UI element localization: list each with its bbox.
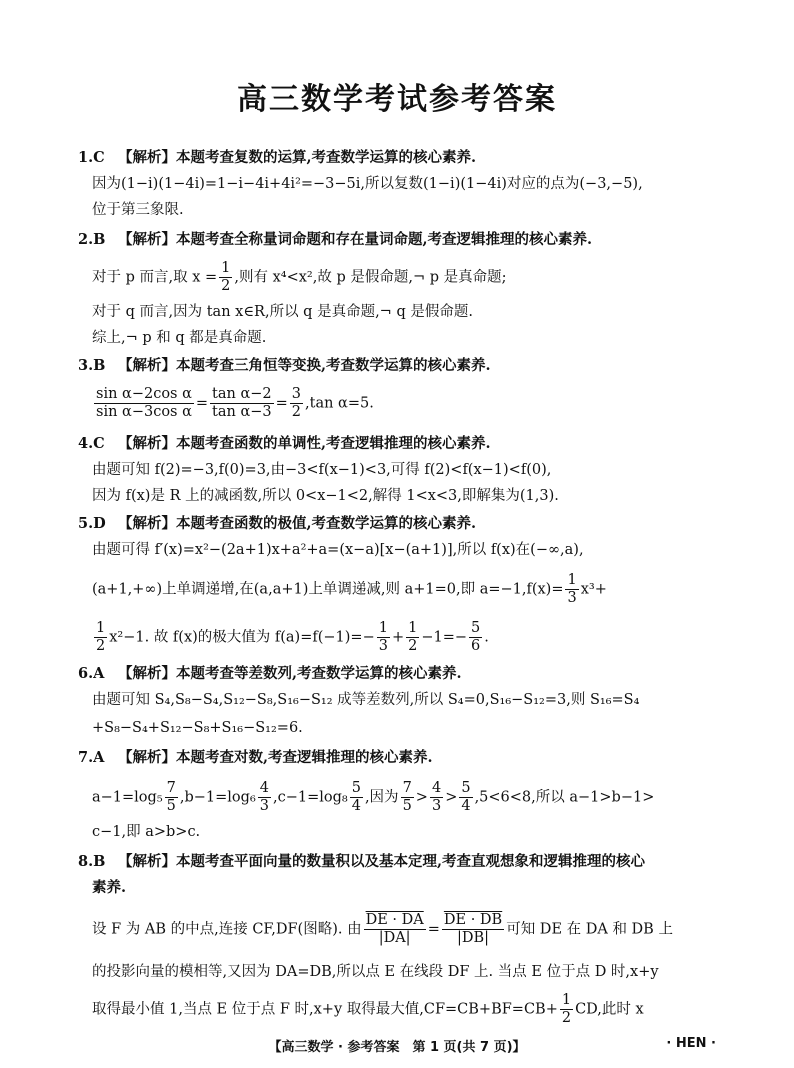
q5-frac-num: 1 (567, 572, 577, 588)
q6-heading: 本题考查等差数列,考查数学运算的核心素养. (176, 665, 462, 682)
q5-l3-text-b: + (391, 629, 405, 646)
q1-line-1: 因为(1−i)(1−4i)=1−i−4i+4i²=−3−5i,所以复数(1−i)(1−4i)对应的点为(−3,−5), (92, 176, 643, 192)
q3-fraction-3 (290, 386, 303, 421)
q2-number: 2.B (78, 231, 106, 248)
q3-f3-den: 2 (291, 404, 302, 420)
q5-l3-text-d: . (484, 629, 489, 646)
q7-f4-den: 5 (402, 798, 412, 814)
q2-text-a: 对于 p 而言,取 x = (92, 269, 218, 286)
q7-f3-den: 4 (351, 798, 361, 814)
q8-number: 8.B (78, 853, 106, 870)
q7-text-a: a−1=log₅ (92, 789, 163, 806)
q3-f2-den: tan α−3 (212, 404, 272, 420)
q3-tail: ,tan α=5. (305, 395, 374, 412)
q2-header (78, 230, 754, 250)
q5-l3-f1-den: 2 (96, 638, 106, 654)
q8-line-3 (92, 992, 754, 1027)
q7-line-1 (92, 780, 754, 815)
q5-l3-text-c: −1=− (421, 629, 468, 646)
page-footer: 【高三数学 · 参考答案 第 1 页(共 7 页)】 (268, 1040, 526, 1055)
q5-l3-f2-num: 1 (378, 620, 388, 636)
q1-line-2: 位于第三象限. (92, 202, 184, 218)
q6-tag: 【解析】 (118, 665, 176, 682)
q7-text-d: ,因为 (364, 789, 399, 806)
q5-line-1: 由题可得 f′(x)=x²−(2a+1)x+a²+a=(x−a)[x−(a+1)],所以 f(x)在(−∞,a), (92, 542, 584, 558)
q2-tag: 【解析】 (118, 231, 176, 248)
q4-number: 4.C (78, 435, 105, 452)
q2-heading: 本题考查全称量词命题和存在量词命题,考查逻辑推理的核心素养. (176, 231, 593, 248)
q1-number: 1.C (78, 149, 105, 166)
q8-tag: 【解析】 (118, 853, 176, 870)
q7-f4-num: 7 (402, 780, 412, 796)
footer-code: · HEN · (666, 1036, 716, 1051)
q3-f2-num: tan α−2 (212, 386, 272, 402)
q8-f1-den: |DA| (378, 930, 411, 946)
q7-frac-5 (430, 780, 443, 815)
q6-line-2: +S₈−S₄+S₁₂−S₈+S₁₆−S₁₂=6. (92, 720, 303, 736)
q8-equals: = (427, 921, 440, 938)
q4-header (78, 434, 754, 454)
q1-heading: 本题考查复数的运算,考查数学运算的核心素养. (176, 149, 477, 166)
q5-l3-frac-1 (94, 620, 107, 655)
q5-line-2 (92, 572, 754, 607)
q8-f2-den: |DB| (457, 930, 490, 946)
q1-header (78, 148, 754, 168)
q2-line-1 (92, 260, 754, 295)
q3-heading: 本题考查三角恒等变换,考查数学运算的核心素养. (176, 357, 491, 374)
q7-text-f: > (445, 789, 458, 806)
q5-number: 5.D (78, 515, 106, 532)
q3-f1-den: sin α−3cos α (96, 404, 192, 420)
q2-text-b: ,则有 x⁴<x²,故 p 是假命题,¬ p 是真命题; (234, 269, 507, 286)
q3-number: 3.B (78, 357, 106, 374)
q2-frac-num: 1 (221, 260, 231, 276)
page-title: 高三数学考试参考答案 (237, 82, 557, 117)
q5-header (78, 514, 754, 534)
q7-f1-num: 7 (166, 780, 176, 796)
q8-line-1 (92, 912, 754, 947)
q2-frac-den: 2 (221, 278, 231, 294)
q5-l3-text-a: x²−1. 故 f(x)的极大值为 f(a)=f(−1)=− (109, 629, 375, 646)
q5-text-a: (a+1,+∞)上单调递增,在(a,a+1)上单调递减,则 a+1=0,即 a=−1,f(x)= (92, 581, 564, 598)
q7-text-c: ,c−1=log₈ (273, 789, 348, 806)
q8-f3-den: 2 (561, 1010, 572, 1026)
q3-fraction-2 (210, 386, 274, 421)
q7-f6-num: 5 (461, 780, 471, 796)
q8-f3-num: 1 (561, 992, 572, 1008)
q5-frac-den: 3 (567, 590, 577, 606)
q8-header (78, 852, 754, 872)
q3-header (78, 356, 754, 376)
q4-tag: 【解析】 (118, 435, 176, 452)
q7-tag: 【解析】 (118, 749, 176, 766)
q7-text-g: ,5<6<8,所以 a−1>b−1> (474, 789, 655, 806)
q8-l3-text-b: CD,此时 x (575, 1001, 644, 1018)
q3-fraction-1 (94, 386, 194, 421)
q4-line-1: 由题可知 f(2)=−3,f(0)=3,由−3<f(x−1)<3,可得 f(2)<f(x−1)<f(0), (92, 462, 552, 478)
q6-line-1: 由题可知 S₄,S₈−S₄,S₁₂−S₈,S₁₆−S₁₂ 成等差数列,所以 S₄=0,S₁₆−S₁₂=3,则 S₁₆=S₄ (92, 692, 640, 708)
q7-f6-den: 4 (461, 798, 471, 814)
q5-tag: 【解析】 (118, 515, 176, 532)
q7-frac-3 (350, 780, 363, 815)
q8-f2-num: DE · DB (443, 912, 503, 928)
q5-l3-f3-num: 1 (408, 620, 418, 636)
q7-text-b: ,b−1=log₆ (179, 789, 256, 806)
q7-frac-1 (165, 780, 178, 815)
q2-fraction (219, 260, 232, 295)
q8-line-2: 的投影向量的模相等,又因为 DA=DB,所以点 E 在线段 DF 上. 当点 E 位于点 D 时,x+y (92, 964, 659, 980)
q7-frac-6 (459, 780, 472, 815)
q4-heading: 本题考查函数的单调性,考查逻辑推理的核心素养. (176, 435, 491, 452)
q2-line-2: 对于 q 而言,因为 tan x∈R,所以 q 是真命题,¬ q 是假命题. (92, 304, 473, 320)
q5-text-b: x³+ (580, 581, 607, 598)
q5-l3-frac-3 (406, 620, 419, 655)
q8-frac-1 (364, 912, 426, 947)
q7-header (78, 748, 754, 768)
q5-l3-frac-4 (469, 620, 482, 655)
q8-text-a: 设 F 为 AB 的中点,连接 CF,DF(图略). 由 (92, 921, 362, 938)
q7-number: 7.A (78, 749, 105, 766)
q4-line-2: 因为 f(x)是 R 上的减函数,所以 0<x−1<2,解得 1<x<3,即解集为(1,3). (92, 488, 559, 504)
q7-f1-den: 5 (166, 798, 176, 814)
q7-heading: 本题考查对数,考查逻辑推理的核心素养. (176, 749, 433, 766)
q7-f2-den: 3 (259, 798, 269, 814)
q5-l3-frac-2 (377, 620, 390, 655)
q3-f1-num: sin α−2cos α (96, 386, 192, 402)
q5-l3-f4-num: 5 (471, 620, 481, 636)
q3-f3-num: 3 (291, 386, 302, 402)
q7-frac-2 (258, 780, 271, 815)
q8-l3-frac (560, 992, 573, 1027)
q8-f1-num: DE · DA (365, 912, 424, 928)
q8-heading: 本题考查平面向量的数量积以及基本定理,考查直观想象和逻辑推理的核心 (176, 853, 646, 870)
q5-fraction (565, 572, 578, 607)
q8-frac-2 (442, 912, 504, 947)
q7-f2-num: 4 (259, 780, 269, 796)
q8-l3-text-a: 取得最小值 1,当点 E 位于点 F 时,x+y 取得最大值,CF=CB+BF=CB+ (92, 1001, 558, 1018)
q8-heading-2: 素养. (92, 879, 127, 896)
q2-line-3: 综上,¬ p 和 q 都是真命题. (92, 330, 267, 346)
q1-tag: 【解析】 (118, 149, 176, 166)
q7-f3-num: 5 (351, 780, 361, 796)
q7-f5-den: 3 (431, 798, 442, 814)
q5-heading: 本题考查函数的极值,考查数学运算的核心素养. (176, 515, 477, 532)
q5-l3-f2-den: 3 (378, 638, 388, 654)
q5-l3-f3-den: 2 (408, 638, 418, 654)
q5-l3-f4-den: 6 (471, 638, 481, 654)
q7-frac-4 (401, 780, 414, 815)
q6-header (78, 664, 754, 684)
q3-tag: 【解析】 (118, 357, 176, 374)
q3-formula: $\frac{\text{sin α−2cos α}}{\text{sin α−3cos α}}$ = $\frac{\text{tan α−2}}{\text{tan α−3}}$ = $\frac{3}{2}$ ,tan α=5. (96, 386, 374, 420)
q7-line-2: c−1,即 a>b>c. (92, 824, 201, 840)
q8-text-b: 可知 DE 在 DA 和 DB 上 (506, 921, 673, 938)
q5-l3-f1-num: 1 (96, 620, 106, 636)
q7-text-e: > (415, 789, 428, 806)
q6-number: 6.A (78, 665, 105, 682)
q5-line-3 (92, 620, 754, 655)
q7-f5-num: 4 (431, 780, 442, 796)
